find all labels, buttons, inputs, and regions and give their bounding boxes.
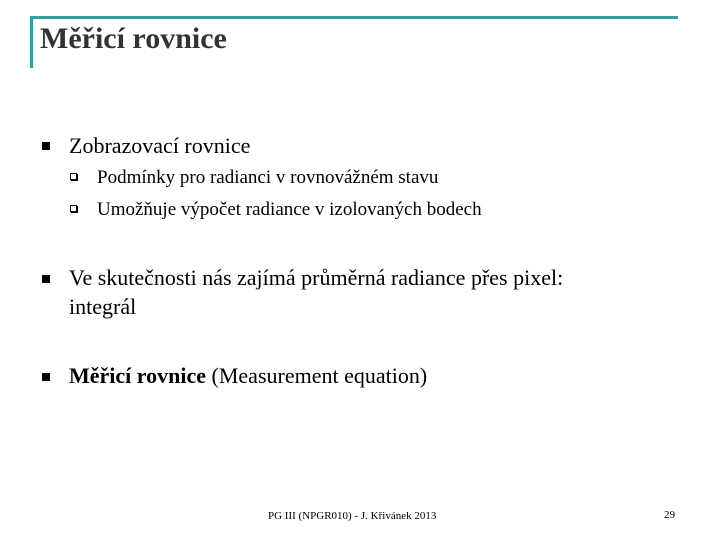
bullet-text-1: Zobrazovací rovnice [69,133,251,158]
title-accent-line-left [30,16,33,68]
slide-title: Měřicí rovnice [40,22,227,55]
sub-bullet-marker-2 [70,205,77,212]
bullet-marker-3 [42,373,50,381]
bullet-text-2-line-2: integrál [69,294,137,319]
sub-bullet-text-1: Podmínky pro radianci v rovnovážném stavu [97,167,439,188]
sub-bullet-text-2: Umožňuje výpočet radiance v izolovaných bodech [97,199,482,220]
bullet-text-2-line-1: Ve skutečnosti nás zajímá průměrná radiance přes pixel: [69,265,564,290]
bullet-text-3-rest: (Measurement equation) [206,363,428,388]
title-accent-line-top [30,16,678,19]
footer-text: PG III (NPGR010) - J. Křivánek 2013 [268,510,437,522]
bullet-marker-2 [42,275,50,283]
bullet-text-3 [69,362,427,390]
bullet-text-3-bold: Měřicí rovnice [69,363,207,388]
page-number: 29 [664,509,675,521]
bullet-marker-1 [42,142,50,150]
sub-bullet-marker-1 [70,173,77,180]
